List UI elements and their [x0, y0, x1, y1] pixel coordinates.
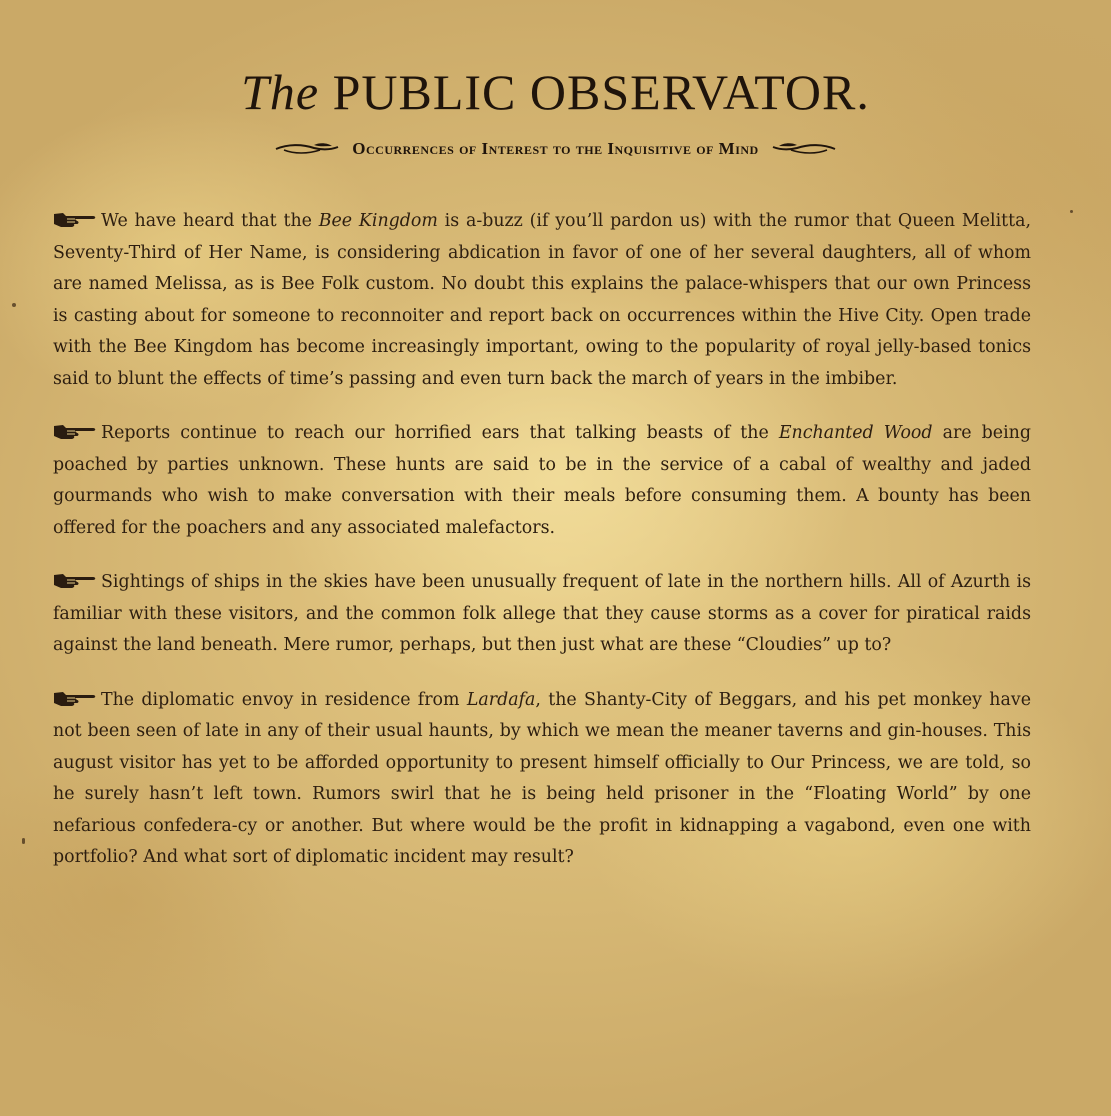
place-name: Bee Kingdom: [318, 211, 438, 231]
item-text: is a-buzz (if you’ll pardon us) with the rumor that Queen Melitta, Seventy-Third of Her Name, is considering abdication in favor of one of her several daughters, all of whom are named Melissa, as is Bee Folk custom. No doubt this explains the palace-whispers that our own Princess is casting about for someone to reconnoiter and report back on occurrences within the Hive City. Open trade with the Bee Kingdom has become increasingly important, owing to the popularity of royal jelly-based tonics said to blunt the effects of time’s passing and even turn back the march of years in the imbiber.: [53, 211, 1032, 389]
flourish-right-icon: [771, 141, 837, 157]
news-item: [53, 418, 1031, 544]
subtitle-row: [0, 134, 1111, 164]
place-name: Enchanted Wood: [778, 423, 933, 443]
article-body: [53, 206, 1031, 897]
subtitle: Occurrences of Interest to the Inquisitive of Mind: [352, 139, 759, 158]
item-text: , the Shanty-City of Beggars, and his pet monkey have not been seen of late in any of their usual haunts, by which we mean the meaner taverns and gin-houses. This august visitor has yet to be afforded opportunity to present himself officially to Our Princess, we are told, so he surely hasn’t left town. Rumors swirl that he is being held prisoner in the “Floating World” by one nefarious confedera-cy or another. But where would be the profit in kidnapping a vagabond, even one with portfolio? And what sort of diplomatic incident may result?: [53, 689, 1031, 867]
place-name: Lardafa: [466, 689, 536, 710]
pointing-hand-icon: [53, 210, 97, 228]
item-text: Sightings of ships in the skies have been unusually frequent of late in the northern hills. All of Azurth is familiar with these visitors, and the common folk allege that they cause storms as a cover for piratical raids against the land beneath. Mere rumor, perhaps, but then just what are these “Cloudies” up to?: [53, 572, 1031, 655]
pointing-hand-icon: [53, 571, 97, 589]
item-text: We have heard that the: [101, 211, 319, 231]
pointing-hand-icon: [53, 689, 97, 707]
ink-speck: [1070, 210, 1073, 213]
title-prefix: The: [241, 64, 320, 120]
item-text: are being poached by parties unknown. These hunts are said to be in the service of a cabal of wealthy and jaded gourmands who wish to make conversation with their meals before consuming them. A bounty has been offered for the poachers and any associated malefactors.: [53, 423, 1031, 538]
ink-speck: [22, 838, 25, 844]
ink-speck: [12, 303, 16, 307]
pointing-hand-icon: [53, 422, 97, 440]
news-item: [53, 567, 1031, 662]
news-item: [53, 685, 1031, 874]
page-title: [0, 62, 1111, 122]
title-main: PUBLIC OBSERVATOR.: [332, 64, 870, 120]
item-text: Reports continue to reach our horrified ears that talking beasts of the: [101, 423, 779, 443]
item-text: The diplomatic envoy in residence from: [101, 689, 467, 710]
masthead: [0, 62, 1111, 122]
news-item: [53, 206, 1031, 395]
flourish-left-icon: [274, 141, 340, 157]
